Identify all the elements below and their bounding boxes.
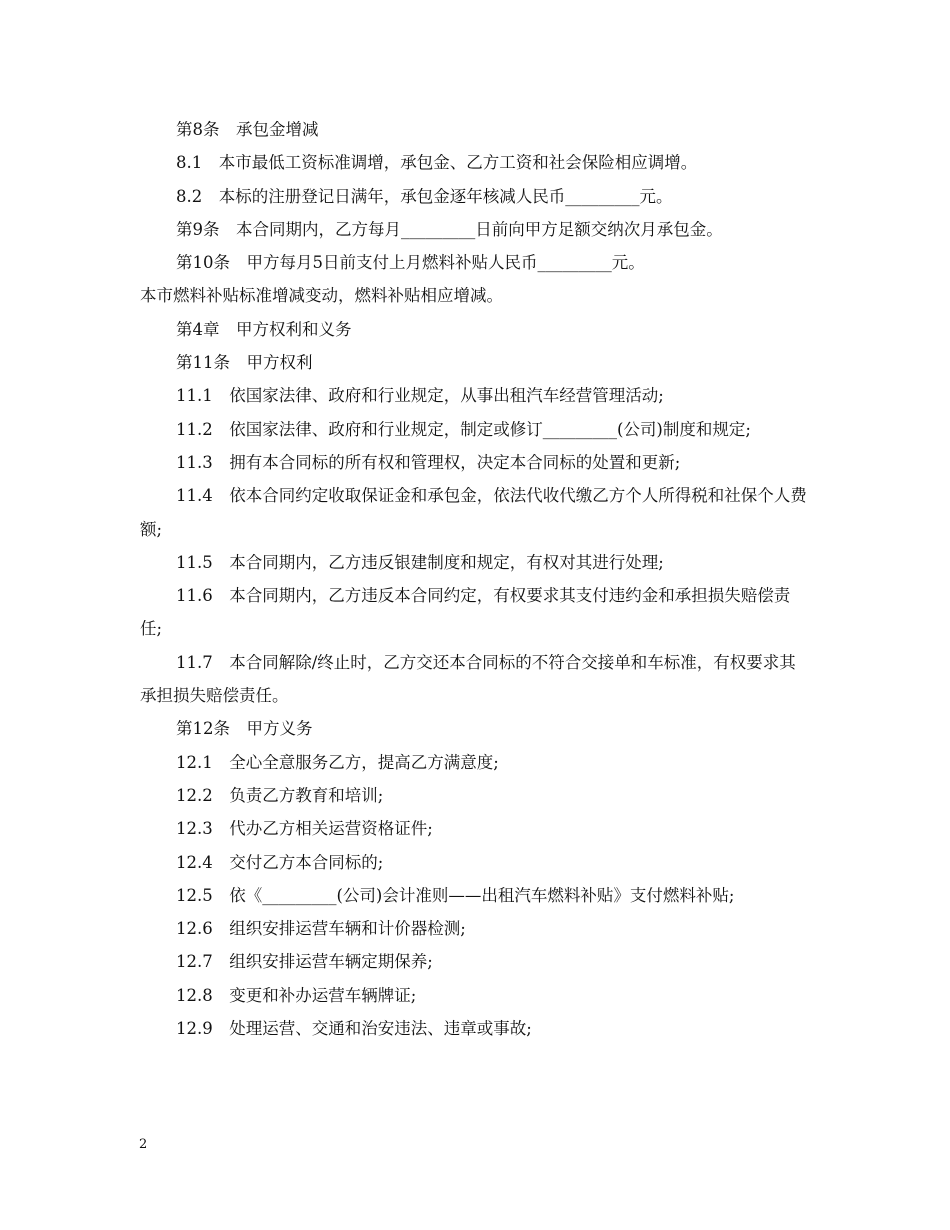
- paragraph: 12.4 交付乙方本合同标的;: [176, 852, 384, 872]
- paragraph: 8.1 本市最低工资标准调增，承包金、乙方工资和社会保险相应调增。: [176, 153, 698, 173]
- paragraph: 11.6 本合同期内，乙方违反本合同约定，有权要求其支付违约金和承担损失赔偿责任;: [140, 586, 791, 639]
- paragraph: 11.5 本合同期内，乙方违反银建制度和规定，有权对其进行处理;: [176, 552, 664, 572]
- paragraph: 8.2 本标的注册登记日满年，承包金逐年核减人民币_________元。: [176, 186, 673, 206]
- paragraph: 11.1 依国家法律、政府和行业规定，从事出租汽车经营管理活动;: [176, 386, 664, 406]
- paragraph: 本市燃料补贴标准增减变动，燃料补贴相应增减。: [140, 286, 503, 306]
- chapter-heading: 第4章 甲方权利和义务: [176, 319, 352, 339]
- paragraph: 11.4 依本合同约定收取保证金和承包金，依法代收代缴乙方个人所得税和社保个人费额;: [140, 486, 807, 539]
- paragraph: 12.8 变更和补办运营车辆牌证;: [176, 985, 417, 1005]
- paragraph: 12.3 代办乙方相关运营资格证件;: [176, 819, 433, 839]
- paragraph: 12.2 负责乙方教育和培训;: [176, 785, 384, 805]
- paragraph: 第8条 承包金增减: [176, 120, 319, 139]
- paragraph: 12.9 处理运营、交通和治安违法、违章或事故;: [176, 1019, 532, 1039]
- page-number: 2: [139, 1137, 148, 1152]
- paragraph: 12.1 全心全意服务乙方，提高乙方满意度;: [176, 752, 499, 772]
- paragraph: 11.2 依国家法律、政府和行业规定，制定或修订_________(公司)制度和规定;: [176, 419, 751, 439]
- paragraph: 11.3 拥有本合同标的所有权和管理权，决定本合同标的处置和更新;: [176, 452, 681, 472]
- article-heading: 第12条 甲方义务: [176, 719, 313, 739]
- paragraph: 12.5 依《_________(公司)会计准则——出租汽车燃料补贴》支付燃料补贴;: [176, 885, 735, 905]
- paragraph: 12.6 组织安排运营车辆和计价器检测;: [176, 919, 466, 939]
- paragraph: 第10条 甲方每月5日前支付上月燃料补贴人民币_________元。: [176, 253, 645, 273]
- document-body: [140, 113, 812, 1045]
- article-heading: 第11条 甲方权利: [176, 353, 313, 373]
- paragraph: 第9条 本合同期内，乙方每月_________日前向甲方足额交纳次月承包金。: [176, 219, 723, 239]
- paragraph: 11.7 本合同解除/终止时，乙方交还本合同标的不符合交接单和车标准，有权要求其承担损失赔偿责任。: [140, 652, 796, 706]
- paragraph: 12.7 组织安排运营车辆定期保养;: [176, 952, 433, 972]
